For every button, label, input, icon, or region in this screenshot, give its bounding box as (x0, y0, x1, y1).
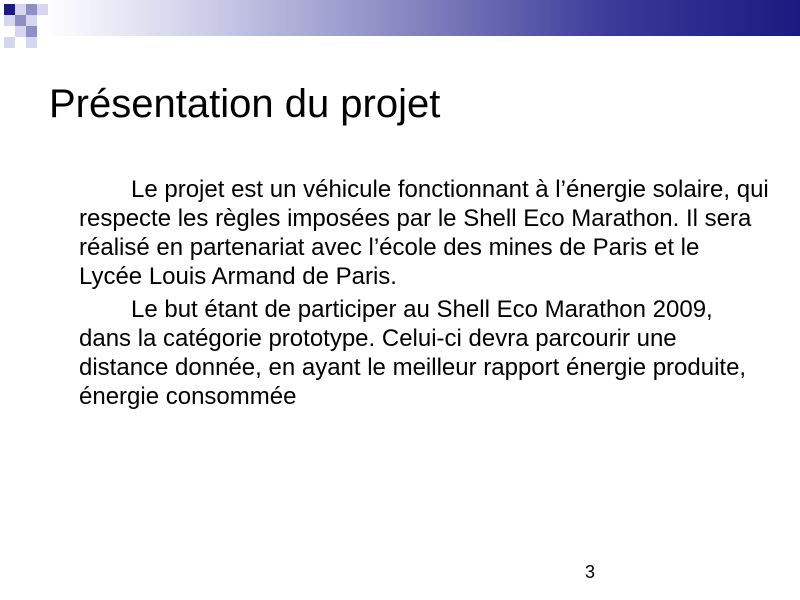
deco-square (26, 37, 37, 48)
paragraph-project: Le projet est un véhicule fonctionnant à l’énergie solaire, qui respecte les règles imposées par le Shell Eco Marathon. Il sera réalisé en partenariat avec l’école des mines de Paris et le Lycée Louis Armand de Paris. (79, 176, 769, 290)
deco-square (37, 4, 48, 15)
deco-square (4, 37, 15, 48)
slide-body (79, 175, 769, 415)
deco-square (15, 26, 26, 37)
deco-square (26, 4, 37, 15)
slide-title: Présentation du projet (49, 82, 441, 126)
paragraph-goal: Le but étant de participer au Shell Eco Marathon 2009, dans la catégorie prototype. Celui-ci devra parcourir une distance donnée, en ayant le meilleur rapport énergie produite, énergie consommée (79, 296, 747, 410)
page-number: 3 (584, 562, 595, 582)
deco-square (15, 15, 26, 26)
deco-square (15, 4, 26, 15)
deco-square (26, 15, 37, 26)
deco-square (4, 4, 15, 15)
deco-square (26, 26, 37, 37)
deco-square (4, 15, 15, 26)
header-decoration (0, 0, 800, 60)
header-gradient-bar (44, 0, 800, 36)
